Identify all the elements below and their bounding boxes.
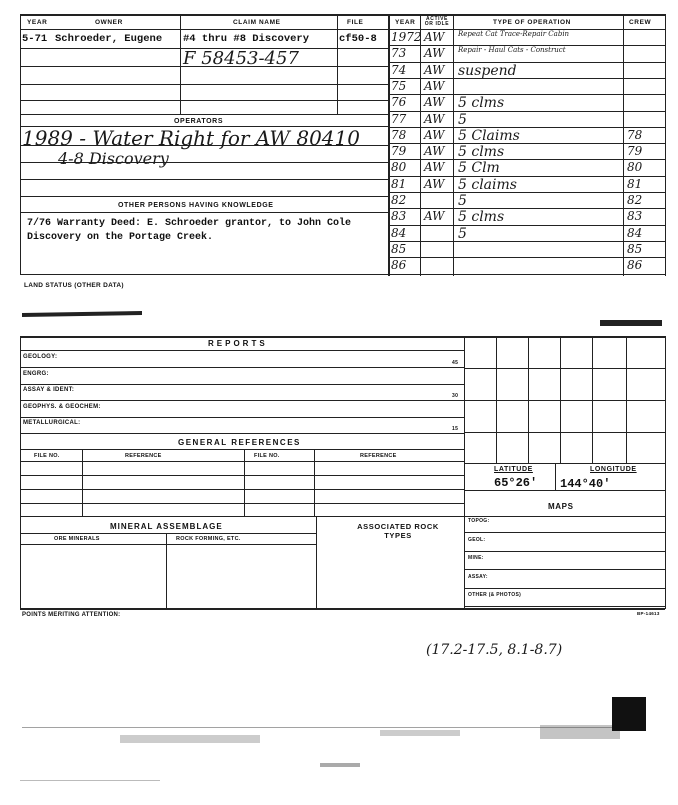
file-column-header: FILE xyxy=(347,19,364,26)
active-type-divider xyxy=(453,14,454,276)
activity-crew: 82 xyxy=(627,193,643,207)
general-references-title: GENERAL REFERENCES xyxy=(178,438,301,447)
activity-status: AW xyxy=(424,95,445,109)
handwritten-coordinate-note: (17.2-17.5, 8.1-8.7) xyxy=(426,642,563,658)
handwritten-file-ref: F 58453-457 xyxy=(183,48,299,69)
activity-status: AW xyxy=(424,63,445,77)
scan-noise-1 xyxy=(120,735,260,743)
activity-operation: 5 clms xyxy=(458,209,505,225)
owner-row-line-4 xyxy=(20,100,388,101)
report-row-line xyxy=(20,384,464,385)
associated-divider xyxy=(316,516,317,609)
activity-row-line xyxy=(388,257,665,258)
activity-crew: 81 xyxy=(627,177,643,191)
scan-noise-4 xyxy=(540,725,620,739)
activity-crew: 83 xyxy=(627,209,643,223)
scan-noise-3 xyxy=(320,763,360,767)
claim-name-column-header: CLAIM NAME xyxy=(233,19,281,26)
maps-title: MAPS xyxy=(548,502,574,511)
ref-row-line-2 xyxy=(20,489,464,490)
scan-mark-right xyxy=(600,320,662,326)
form-top-border xyxy=(20,14,665,16)
crew-column-header: CREW xyxy=(629,19,652,26)
mineral-assemblage-title: MINERAL ASSEMBLAGE xyxy=(110,522,223,531)
longitude-value: 144°40' xyxy=(560,477,611,491)
owner-column-header: OWNER xyxy=(95,19,123,26)
activity-status: AW xyxy=(424,46,445,60)
report-row-number: 30 xyxy=(452,393,459,399)
activity-operation: 5 clms xyxy=(458,144,505,160)
ref-file-no-header: FILE NO. xyxy=(34,453,60,459)
activity-crew: 85 xyxy=(627,242,643,256)
maps-row-line xyxy=(464,606,665,607)
claim-name: #4 thru #8 Discovery xyxy=(183,33,310,45)
activity-status: AW xyxy=(424,160,445,174)
report-row-label: ENGRG: xyxy=(23,371,49,377)
report-row-label: GEOLOGY: xyxy=(23,354,58,360)
grid-row-line xyxy=(464,432,665,433)
activity-operation: 5 clms xyxy=(458,95,505,111)
ref-file-no2-header: FILE NO. xyxy=(254,453,280,459)
year-column-header: YEAR xyxy=(27,19,48,26)
land-status-label: LAND STATUS (OTHER DATA) xyxy=(24,282,124,289)
latitude-value: 65°26' xyxy=(494,476,538,490)
activity-operation: 5 xyxy=(458,193,467,209)
activity-year: 75 xyxy=(391,79,407,93)
reports-bottom-border xyxy=(20,608,665,610)
maps-row-label: TOPOG: xyxy=(468,518,490,524)
file-number: cf50-8 xyxy=(339,33,377,45)
general-references-line xyxy=(20,449,464,450)
activity-year: 84 xyxy=(391,226,407,240)
report-row-line xyxy=(20,400,464,401)
activity-year: 76 xyxy=(391,95,407,109)
activity-status: AW xyxy=(424,144,445,158)
year-active-divider xyxy=(420,14,421,276)
maps-row-line xyxy=(464,532,665,533)
activity-crew: 86 xyxy=(627,258,643,272)
activity-year: 1972 xyxy=(391,30,422,44)
report-row-label: GEOPHYS. & GEOCHEM: xyxy=(23,404,101,410)
activity-crew: 84 xyxy=(627,226,643,240)
report-row-label: ASSAY & IDENT: xyxy=(23,387,75,393)
activity-status: AW xyxy=(424,128,445,142)
activity-operation: suspend xyxy=(458,63,517,79)
maps-row-line xyxy=(464,551,665,552)
mineral-col-divider xyxy=(166,533,167,609)
activity-operation: 5 xyxy=(458,112,467,128)
owner-row-line-3 xyxy=(20,84,388,85)
maps-row-line xyxy=(464,569,665,570)
operators-line-3 xyxy=(20,179,388,180)
scan-noise-line xyxy=(22,727,622,728)
right-border xyxy=(665,14,666,276)
associated-rock-types-label: ASSOCIATED ROCK TYPES xyxy=(357,522,439,540)
report-row-line xyxy=(20,367,464,368)
report-row-number: 15 xyxy=(452,426,459,432)
reports-title: REPORTS xyxy=(208,339,268,348)
maps-row-label: MINE: xyxy=(468,555,484,561)
activity-row-line xyxy=(388,241,665,242)
center-divider xyxy=(388,14,390,276)
activity-crew: 78 xyxy=(627,128,643,142)
other-persons-text-2: Discovery on the Portage Creek. xyxy=(27,232,214,243)
activity-row-line xyxy=(388,225,665,226)
ref-bottom-line xyxy=(20,516,665,517)
activity-row-line xyxy=(388,274,665,275)
activity-crew: 80 xyxy=(627,160,643,174)
operators-label: OPERATORS xyxy=(174,118,224,125)
activity-year: 73 xyxy=(391,46,407,60)
longitude-label: LONGITUDE xyxy=(590,466,637,473)
ref-reference-header: REFERENCE xyxy=(125,453,162,459)
ref-reference2-header: REFERENCE xyxy=(360,453,397,459)
ref-col-divider-2 xyxy=(244,449,245,516)
year2-column-header: YEAR xyxy=(395,19,416,26)
activity-year: 81 xyxy=(391,177,407,191)
left-border xyxy=(20,14,21,274)
type-of-operation-column-header: TYPE OF OPERATION xyxy=(493,19,571,26)
black-scan-block xyxy=(612,697,646,731)
activity-operation: 5 Clm xyxy=(458,160,500,176)
activity-status: AW xyxy=(424,209,445,223)
activity-year: 86 xyxy=(391,258,407,272)
grid-row-line xyxy=(464,368,665,369)
activity-year: 77 xyxy=(391,112,407,126)
owner-claim-divider xyxy=(180,14,181,114)
activity-status: AW xyxy=(424,112,445,126)
ref-col-divider-3 xyxy=(314,449,315,516)
ref-row-line-1 xyxy=(20,475,464,476)
operators-line-4 xyxy=(20,196,388,197)
activity-year: 74 xyxy=(391,63,407,77)
reports-title-line xyxy=(20,350,464,351)
report-row-number: 45 xyxy=(452,360,459,366)
activity-operation: 5 xyxy=(458,226,467,242)
activity-row-line xyxy=(388,192,665,193)
activity-year: 83 xyxy=(391,209,407,223)
owner-row-line-5 xyxy=(20,114,388,115)
activity-status: AW xyxy=(424,30,445,44)
activity-year: 85 xyxy=(391,242,407,256)
activity-operation: 5 claims xyxy=(458,177,517,193)
report-row-line xyxy=(20,433,464,434)
maps-row-label: ASSAY: xyxy=(468,574,488,580)
form-number: BP-14613 xyxy=(637,611,660,616)
operator-line-2: 4-8 Discovery xyxy=(58,149,169,168)
activity-status: AW xyxy=(424,177,445,191)
owner-name: Schroeder, Eugene xyxy=(55,33,163,45)
scan-noise-5 xyxy=(20,780,160,781)
report-row-label: METALLURGICAL: xyxy=(23,420,81,426)
activity-operation: 5 Claims xyxy=(458,128,520,144)
activity-operation: Repair - Haul Cats - Construct xyxy=(458,46,566,54)
other-persons-text-1: 7/76 Warranty Deed: E. Schroeder grantor, to John Cole xyxy=(27,218,352,229)
activity-year: 80 xyxy=(391,160,407,174)
claim-file-divider xyxy=(337,14,338,114)
owner-year: 5-71 xyxy=(22,33,48,45)
other-persons-line xyxy=(20,212,388,213)
rock-forming-header: ROCK FORMING, ETC. xyxy=(176,536,241,542)
lat-long-bottom xyxy=(464,490,665,491)
latitude-label: LATITUDE xyxy=(494,466,533,473)
activity-year: 79 xyxy=(391,144,407,158)
activity-year: 78 xyxy=(391,128,407,142)
grid-row-line xyxy=(464,400,665,401)
maps-row-label: GEOL: xyxy=(468,537,486,543)
activity-crew: 79 xyxy=(627,144,643,158)
type-crew-divider xyxy=(623,14,624,276)
ref-header-line xyxy=(20,461,464,462)
reports-top-border xyxy=(20,336,665,338)
reports-right-border xyxy=(665,336,666,609)
grid-row-line xyxy=(464,463,665,464)
activity-operation: Repeat Cat Trace-Repair Cabin xyxy=(458,30,570,38)
scan-mark xyxy=(22,311,142,317)
activity-status: AW xyxy=(424,79,445,93)
ref-col-divider-1 xyxy=(82,449,83,516)
points-meriting-attention-label: POINTS MERITING ATTENTION: xyxy=(22,612,121,618)
ref-row-line-3 xyxy=(20,503,464,504)
activity-year: 82 xyxy=(391,193,407,207)
operator-line-1: 1989 - Water Right for AW 80410 xyxy=(22,126,360,150)
ore-minerals-header: ORE MINERALS xyxy=(54,536,100,542)
mineral-header-line xyxy=(20,544,316,545)
scan-noise-2 xyxy=(380,730,460,736)
maps-row-label: OTHER (& PHOTOS) xyxy=(468,592,522,598)
mineral-title-line xyxy=(20,533,316,534)
report-row-line xyxy=(20,417,464,418)
maps-row-line xyxy=(464,588,665,589)
other-persons-label: OTHER PERSONS HAVING KNOWLEDGE xyxy=(118,202,274,209)
lat-long-divider xyxy=(555,463,556,491)
active-idle-column-header: ACTIVE OR IDLE xyxy=(424,16,450,27)
reports-left-border xyxy=(20,336,21,609)
